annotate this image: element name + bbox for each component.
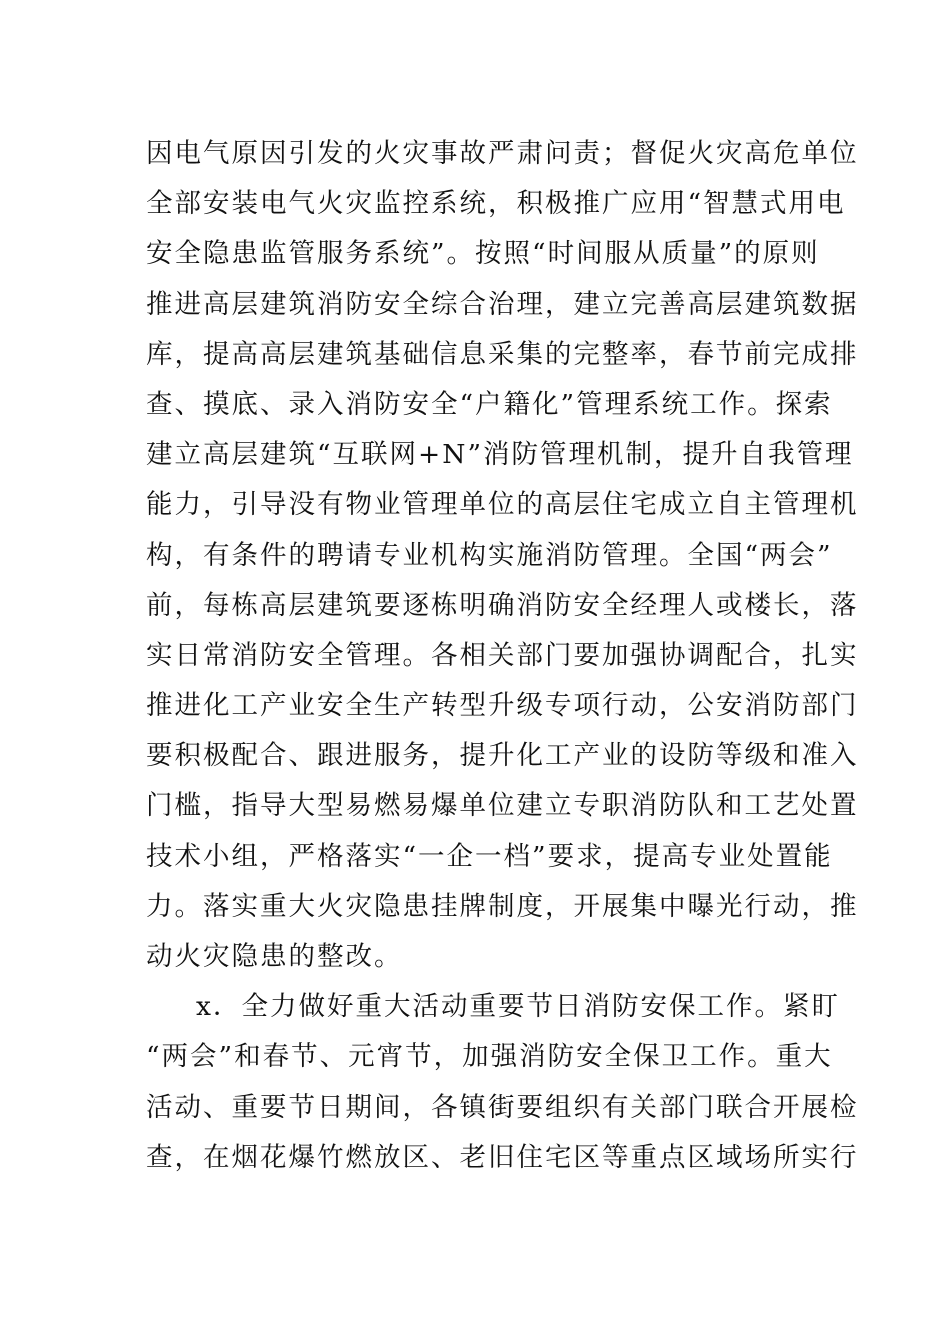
- body-text: [146, 129, 859, 1183]
- text-line: 力。落实重大火灾隐患挂牌制度，开展集中曝光行动，推: [146, 890, 859, 922]
- text-line: 构，有条件的聘请专业机构实施消防管理。全国“两会”: [146, 539, 833, 571]
- text-line: 推进高层建筑消防安全综合治理，建立完善高层建筑数据: [146, 288, 859, 320]
- text-line: 实日常消防安全管理。各相关部门要加强协调配合，扎实: [146, 639, 859, 671]
- text-line: 建立高层建筑“互联网+N”消防管理机制，提升自我管理: [146, 439, 854, 471]
- text-line: 查、摸底、录入消防安全“户籍化”管理系统工作。探索: [146, 388, 833, 420]
- text-line: 前，每栋高层建筑要逐栋明确消防安全经理人或楼长，落: [146, 589, 859, 621]
- text-line: 安全隐患监管服务系统”。按照“时间服从质量”的原则: [146, 238, 820, 270]
- text-line: “两会”和春节、元宵节，加强消防安全保卫工作。重大: [146, 1041, 833, 1073]
- text-line: 因电气原因引发的火灾事故严肃问责；督促火灾高危单位: [146, 138, 859, 169]
- text-line: 技术小组，严格落实“一企一档”要求，提高专业处置能: [146, 840, 833, 872]
- text-line: 查，在烟花爆竹燃放区、老旧住宅区等重点区域场所实行: [146, 1141, 859, 1173]
- text-line: 活动、重要节日期间，各镇街要组织有关部门联合开展检: [146, 1091, 859, 1123]
- text-line: 全部安装电气火灾监控系统，积极推广应用“智慧式用电: [146, 188, 846, 220]
- text-line: 要积极配合、跟进服务，提升化工产业的设防等级和准入: [146, 740, 859, 772]
- text-line: 推进化工产业安全生产转型升级专项行动，公安消防部门: [146, 690, 859, 722]
- text-line: 动火灾隐患的整改。: [146, 941, 403, 972]
- text-line: 门槛，指导大型易燃易爆单位建立专职消防队和工艺处置: [146, 790, 859, 822]
- section-heading-line: x．全力做好重大活动重要节日消防安保工作。紧盯: [196, 991, 840, 1023]
- text-line: 库，提高高层建筑基础信息采集的完整率，春节前完成排: [146, 338, 859, 370]
- text-line: 能力，引导没有物业管理单位的高层住宅成立自主管理机: [146, 489, 859, 521]
